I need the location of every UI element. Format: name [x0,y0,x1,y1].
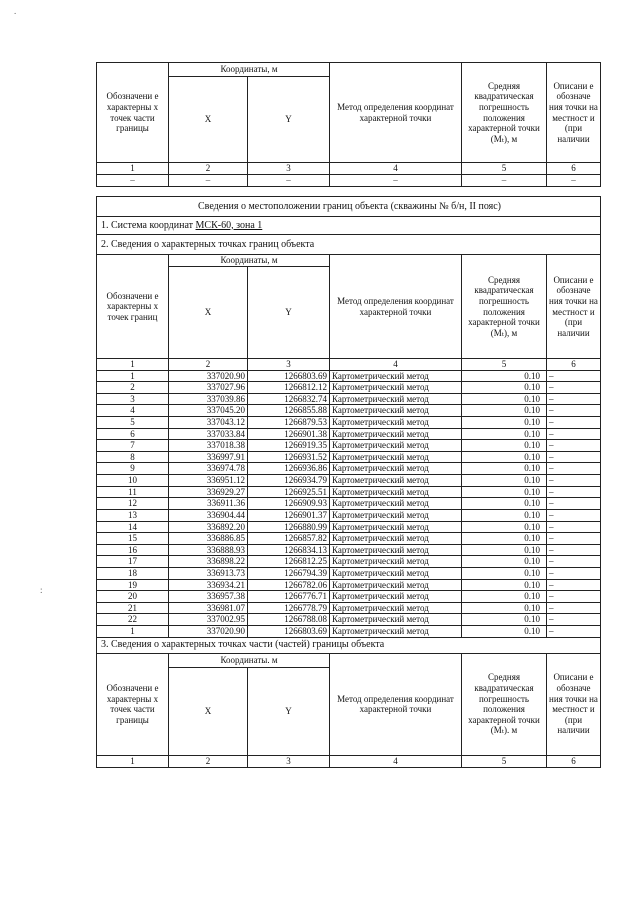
col-number: 4 [330,163,462,175]
method-cell: Картометрический метод [330,382,462,394]
table-row [97,509,601,521]
y-header: Y [248,77,330,163]
x-coordinate: 336997.91 [169,451,248,463]
section-title: Сведения о местоположении границ объекта (скважины № б/н, II пояс) [97,197,601,217]
col-number: 1 [97,755,169,767]
scan-mark: . [14,6,17,16]
table-row [97,451,601,463]
point-number: 16 [97,544,169,556]
col-number: 5 [462,755,547,767]
method-cell: Картометрический метод [330,370,462,382]
col-number: 3 [248,755,330,767]
table-row [97,463,601,475]
x-coordinate: 337033.84 [169,428,248,440]
accuracy-cell: 0.10 [462,475,547,487]
method-cell: Картометрический метод [330,440,462,452]
scan-mark: : [40,585,43,595]
accuracy-cell: 0.10 [462,393,547,405]
x-coordinate: 336974.78 [169,463,248,475]
description-header: Описани е обозначе ния точки на местност и (при наличии [547,653,601,755]
y-coordinate: 1266782.06 [248,579,330,591]
x-coordinate: 337027.96 [169,382,248,394]
description-cell: – [547,544,601,556]
y-coordinate: 1266931.52 [248,451,330,463]
x-coordinate: 336911.36 [169,498,248,510]
y-coordinate: 1266934.79 [248,475,330,487]
x-coordinate: 337020.90 [169,626,248,638]
accuracy-cell: 0.10 [462,451,547,463]
point-number: 1 [97,370,169,382]
x-coordinate: 337045.20 [169,405,248,417]
method-cell: Картометрический метод [330,614,462,626]
method-cell: Картометрический метод [330,475,462,487]
y-coordinate: 1266778.79 [248,602,330,614]
y-coordinate: 1266909.93 [248,498,330,510]
table-row [97,475,601,487]
y-coordinate: 1266794.39 [248,567,330,579]
method-cell: Картометрический метод [330,544,462,556]
accuracy-cell: 0.10 [462,440,547,452]
accuracy-cell: 0.10 [462,382,547,394]
x-coordinate: 337043.12 [169,417,248,429]
y-header: Y [248,267,330,359]
method-header: Метод определения координат характерной точки [330,255,462,359]
empty-cell: – [97,175,169,187]
y-coordinate: 1266857.82 [248,533,330,545]
method-header: Метод определения координат характерной точки [330,63,462,163]
empty-cell: – [330,175,462,187]
point-number: 21 [97,602,169,614]
accuracy-cell: 0.10 [462,591,547,603]
boundary-part-table-top [96,62,601,187]
col-number: 6 [547,755,601,767]
description-cell: – [547,475,601,487]
method-cell: Картометрический метод [330,405,462,417]
x-coordinate: 336898.22 [169,556,248,568]
method-cell: Картометрический метод [330,509,462,521]
table-row [97,544,601,556]
description-cell: – [547,463,601,475]
accuracy-cell: 0.10 [462,579,547,591]
accuracy-cell: 0.10 [462,463,547,475]
table-row [97,567,601,579]
coord-system-value: МСК-60, зона 1 [195,219,263,231]
method-header: Метод определения координат характерной точки [330,653,462,755]
x-coordinate: 336934.21 [169,579,248,591]
col-number: 3 [248,163,330,175]
description-cell: – [547,567,601,579]
method-cell: Картометрический метод [330,393,462,405]
description-cell: – [547,428,601,440]
point-number: 22 [97,614,169,626]
accuracy-cell: 0.10 [462,428,547,440]
accuracy-cell: 0.10 [462,521,547,533]
point-number: 8 [97,451,169,463]
method-cell: Картометрический метод [330,417,462,429]
designation-header: Обозначени е характерны х точек границ [97,255,169,359]
table-row [97,626,601,638]
y-coordinate: 1266925.51 [248,486,330,498]
description-cell: – [547,533,601,545]
method-cell: Картометрический метод [330,533,462,545]
point-number: 19 [97,579,169,591]
y-coordinate: 1266803.69 [248,370,330,382]
method-cell: Картометрический метод [330,451,462,463]
point-number: 6 [97,428,169,440]
empty-cell: – [462,175,547,187]
designation-header: Обозначени е характерны х точек части границы [97,653,169,755]
point-number: 10 [97,475,169,487]
description-cell: – [547,405,601,417]
method-cell: Картометрический метод [330,486,462,498]
table-row [97,417,601,429]
point-number: 13 [97,509,169,521]
x-coordinate: 336957.38 [169,591,248,603]
x-coordinate: 336892.20 [169,521,248,533]
point-number: 3 [97,393,169,405]
description-cell: – [547,451,601,463]
table-row [97,521,601,533]
y-coordinate: 1266812.25 [248,556,330,568]
method-cell: Картометрический метод [330,602,462,614]
y-coordinate: 1266788.08 [248,614,330,626]
point-number: 14 [97,521,169,533]
table-row [97,486,601,498]
accuracy-cell: 0.10 [462,544,547,556]
description-cell: – [547,614,601,626]
col-number: 4 [330,755,462,767]
point-number: 2 [97,382,169,394]
y-coordinate: 1266880.99 [248,521,330,533]
point-number: 5 [97,417,169,429]
coords-header: Координаты, м [169,63,330,77]
point-number: 12 [97,498,169,510]
description-cell: – [547,591,601,603]
col-number: 5 [462,359,547,371]
description-cell: – [547,370,601,382]
method-cell: Картометрический метод [330,579,462,591]
x-coordinate: 337039.86 [169,393,248,405]
y-coordinate: 1266776.71 [248,591,330,603]
description-cell: – [547,626,601,638]
y-coordinate: 1266812.12 [248,382,330,394]
table-row [97,370,601,382]
table-row [97,556,601,568]
coords-header: Координаты, м [169,255,330,267]
table-row [97,533,601,545]
x-header: X [169,667,248,755]
table-row [97,428,601,440]
accuracy-cell: 0.10 [462,498,547,510]
table-row [97,405,601,417]
description-cell: – [547,382,601,394]
x-coordinate: 337018.38 [169,440,248,452]
method-cell: Картометрический метод [330,521,462,533]
point-number: 11 [97,486,169,498]
empty-cell: – [547,175,601,187]
table-row [97,614,601,626]
accuracy-header: Средняя квадратическая погрешность положения характерной точки (Mₜ), м [462,255,547,359]
coord-system [97,217,601,235]
y-coordinate: 1266919.35 [248,440,330,452]
col-number: 1 [97,163,169,175]
method-cell: Картометрический метод [330,556,462,568]
point-number: 15 [97,533,169,545]
y-coordinate: 1266803.69 [248,626,330,638]
accuracy-cell: 0.10 [462,602,547,614]
y-coordinate: 1266832.74 [248,393,330,405]
col-number: 2 [169,755,248,767]
table-row [97,393,601,405]
method-cell: Картометрический метод [330,498,462,510]
y-coordinate: 1266855.88 [248,405,330,417]
y-coordinate: 1266901.37 [248,509,330,521]
description-cell: – [547,579,601,591]
table-row [97,602,601,614]
method-cell: Картометрический метод [330,626,462,638]
description-cell: – [547,498,601,510]
y-coordinate: 1266936.86 [248,463,330,475]
empty-cell: – [169,175,248,187]
point-number: 1 [97,626,169,638]
accuracy-cell: 0.10 [462,417,547,429]
point-number: 17 [97,556,169,568]
col-number: 1 [97,359,169,371]
table-row [97,498,601,510]
accuracy-cell: 0.10 [462,614,547,626]
x-header: X [169,77,248,163]
coord-system-label: 1. Система координат [101,219,196,231]
method-cell: Картометрический метод [330,428,462,440]
accuracy-cell: 0.10 [462,370,547,382]
table-row [97,382,601,394]
designation-header: Обозначени е характерны х точек части границы [97,63,169,163]
accuracy-cell: 0.10 [462,533,547,545]
point-number: 4 [97,405,169,417]
table-row [97,591,601,603]
y-header: Y [248,667,330,755]
col-number: 5 [462,163,547,175]
points-body [97,370,601,637]
description-cell: – [547,393,601,405]
col-number: 6 [547,359,601,371]
x-coordinate: 337002.95 [169,614,248,626]
description-cell: – [547,440,601,452]
col-number: 2 [169,359,248,371]
col-number: 3 [248,359,330,371]
accuracy-header: Средняя квадратическая погрешность положения характерной точки (Mₜ), м [462,63,547,163]
accuracy-cell: 0.10 [462,405,547,417]
description-header: Описани е обозначе ния точки на местност и (при наличии [547,63,601,163]
y-coordinate: 1266901.38 [248,428,330,440]
x-coordinate: 336929.27 [169,486,248,498]
x-coordinate: 337020.90 [169,370,248,382]
method-cell: Картометрический метод [330,567,462,579]
accuracy-cell: 0.10 [462,486,547,498]
x-header: X [169,267,248,359]
section3-title: 3. Сведения о характерных точках части (частей) границы объекта [97,637,601,653]
description-cell: – [547,521,601,533]
y-coordinate: 1266879.53 [248,417,330,429]
method-cell: Картометрический метод [330,591,462,603]
x-coordinate: 336888.93 [169,544,248,556]
boundary-table [96,196,601,768]
point-number: 7 [97,440,169,452]
coords-header: Координаты. м [169,653,330,667]
empty-cell: – [248,175,330,187]
description-cell: – [547,556,601,568]
description-cell: – [547,486,601,498]
point-number: 18 [97,567,169,579]
y-coordinate: 1266834.13 [248,544,330,556]
accuracy-header: Средняя квадратическая погрешность положения характерной точки (Mₜ). м [462,653,547,755]
col-number: 6 [547,163,601,175]
x-coordinate: 336913.73 [169,567,248,579]
x-coordinate: 336981.07 [169,602,248,614]
point-number: 20 [97,591,169,603]
table-row [97,579,601,591]
x-coordinate: 336951.12 [169,475,248,487]
point-number: 9 [97,463,169,475]
accuracy-cell: 0.10 [462,567,547,579]
description-cell: – [547,509,601,521]
x-coordinate: 336904.44 [169,509,248,521]
description-cell: – [547,602,601,614]
col-number: 4 [330,359,462,371]
section2-title: 2. Сведения о характерных точках границ объекта [97,235,601,255]
x-coordinate: 336886.85 [169,533,248,545]
description-cell: – [547,417,601,429]
accuracy-cell: 0.10 [462,626,547,638]
description-header: Описани е обозначе ния точки на местност и (при наличии [547,255,601,359]
table-row [97,440,601,452]
accuracy-cell: 0.10 [462,509,547,521]
accuracy-cell: 0.10 [462,556,547,568]
method-cell: Картометрический метод [330,463,462,475]
col-number: 2 [169,163,248,175]
